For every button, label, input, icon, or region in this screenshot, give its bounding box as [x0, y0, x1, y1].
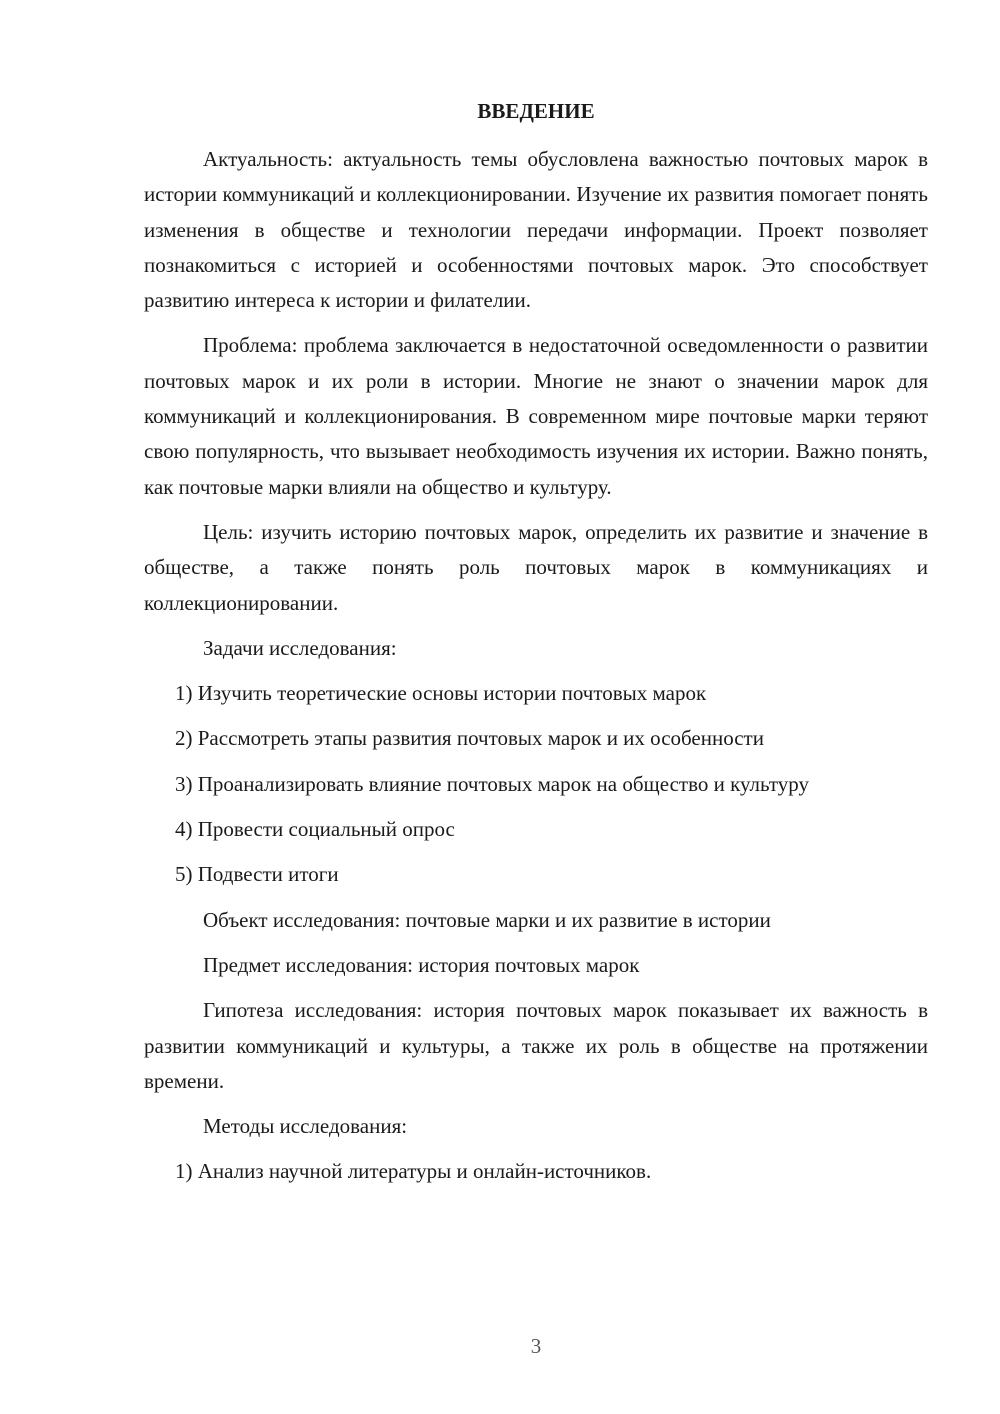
- method-item-1: 1) Анализ научной литературы и онлайн-источников.: [175, 1159, 652, 1184]
- document-body: [144, 142, 928, 1200]
- paragraph-subject: Предмет исследования: история почтовых марок: [203, 952, 640, 977]
- paragraph-actuality: Актуальность: актуальность темы обусловлена важностью почтовых марок в истории коммуникаций и коллекционировании. Изучение их развития помогает понять изменения в обществе и технологии передачи информации. Проект позволяет познакомиться с историей и особенностями почтовых марок. Это способствует развитию интереса к истории и филателии.: [144, 147, 928, 313]
- paragraph-hypothesis: Гипотеза исследования: история почтовых марок показывает их важность в развитии коммуникаций и культуры, а также их роль в обществе на протяжении времени.: [144, 998, 928, 1093]
- methods-heading: Методы исследования:: [203, 1114, 408, 1139]
- page-number: 3: [530, 1334, 542, 1358]
- page-title: ВВЕДЕНИЕ: [477, 99, 595, 123]
- task-item-2: 2) Рассмотреть этапы развития почтовых марок и их особенности: [175, 726, 764, 751]
- task-item-3: 3) Проанализировать влияние почтовых марок на общество и культуру: [175, 771, 809, 796]
- tasks-heading: Задачи исследования:: [203, 635, 397, 660]
- paragraph-goal: Цель: изучить историю почтовых марок, определить их развитие и значение в обществе, а также понять роль почтовых марок в коммуникациях и коллекционировании.: [144, 519, 928, 615]
- task-item-5: 5) Подвести итоги: [175, 862, 339, 887]
- paragraph-object: Объект исследования: почтовые марки и их развитие в истории: [203, 907, 771, 932]
- paragraph-problem: Проблема: проблема заключается в недостаточной осведомленности о развитии почтовых марок и их роли в истории. Многие не знают о значении марок для коммуникаций и коллекционирования. В современном мире почтовые марки теряют свою популярность, что вызывает необходимость изучения их истории. Важно понять, как почтовые марки влияли на общество и культуру.: [144, 333, 928, 499]
- task-item-1: 1) Изучить теоретические основы истории почтовых марок: [175, 681, 707, 706]
- task-item-4: 4) Провести социальный опрос: [175, 817, 455, 842]
